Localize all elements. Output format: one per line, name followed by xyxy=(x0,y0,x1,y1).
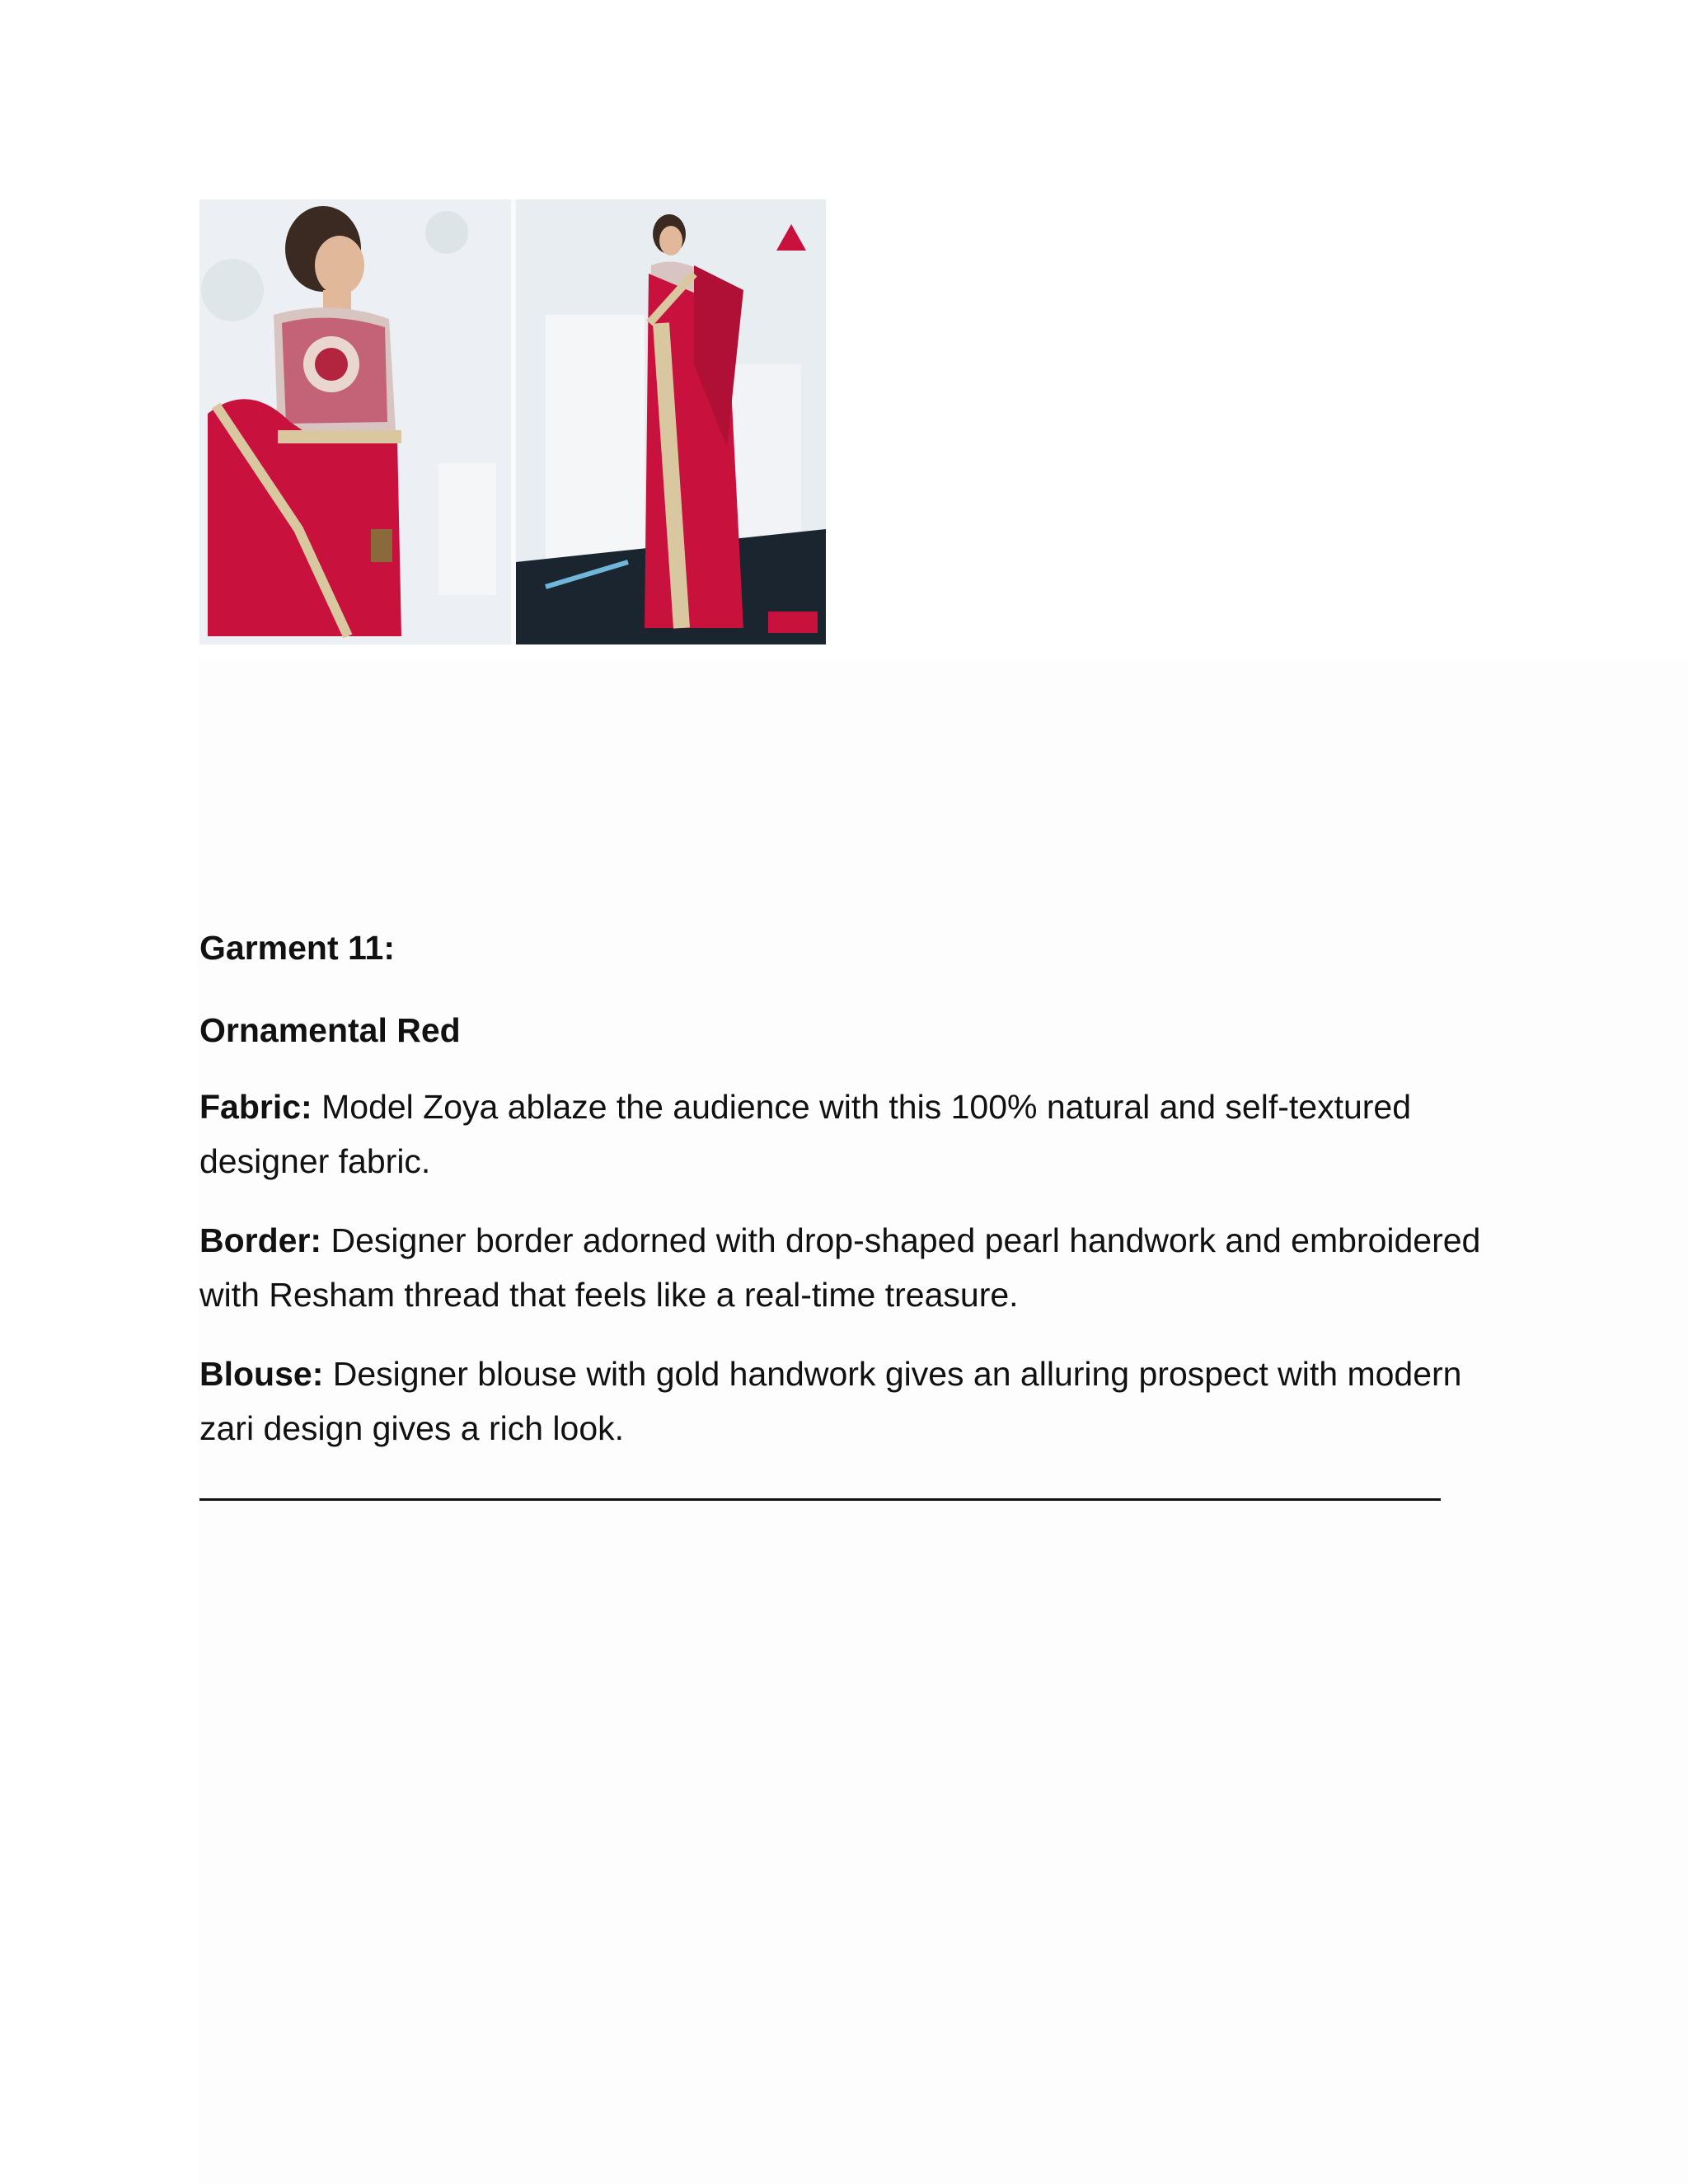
blouse-label: Blouse: xyxy=(199,1355,324,1393)
blouse-detail xyxy=(199,1347,1485,1455)
section-divider xyxy=(199,1498,1441,1501)
border-text: Designer border adorned with drop-shaped pearl handwork and embroidered with Resham thread that feels like a real-time treasure. xyxy=(199,1221,1481,1314)
blouse-text: Designer blouse with gold handwork gives an alluring prospect with modern zari design gives a rich look. xyxy=(199,1355,1462,1447)
border-detail xyxy=(199,1213,1485,1322)
fabric-detail xyxy=(199,1080,1485,1188)
fabric-label: Fabric: xyxy=(199,1088,312,1126)
product-name: Ornamental Red xyxy=(199,1011,461,1049)
border-label: Border: xyxy=(199,1221,322,1259)
product-description xyxy=(199,923,1485,1501)
fabric-text: Model Zoya ablaze the audience with this 100% natural and self-textured designer fabric. xyxy=(199,1088,1412,1180)
garment-number: Garment 11: xyxy=(199,929,395,967)
product-photo xyxy=(199,199,826,644)
